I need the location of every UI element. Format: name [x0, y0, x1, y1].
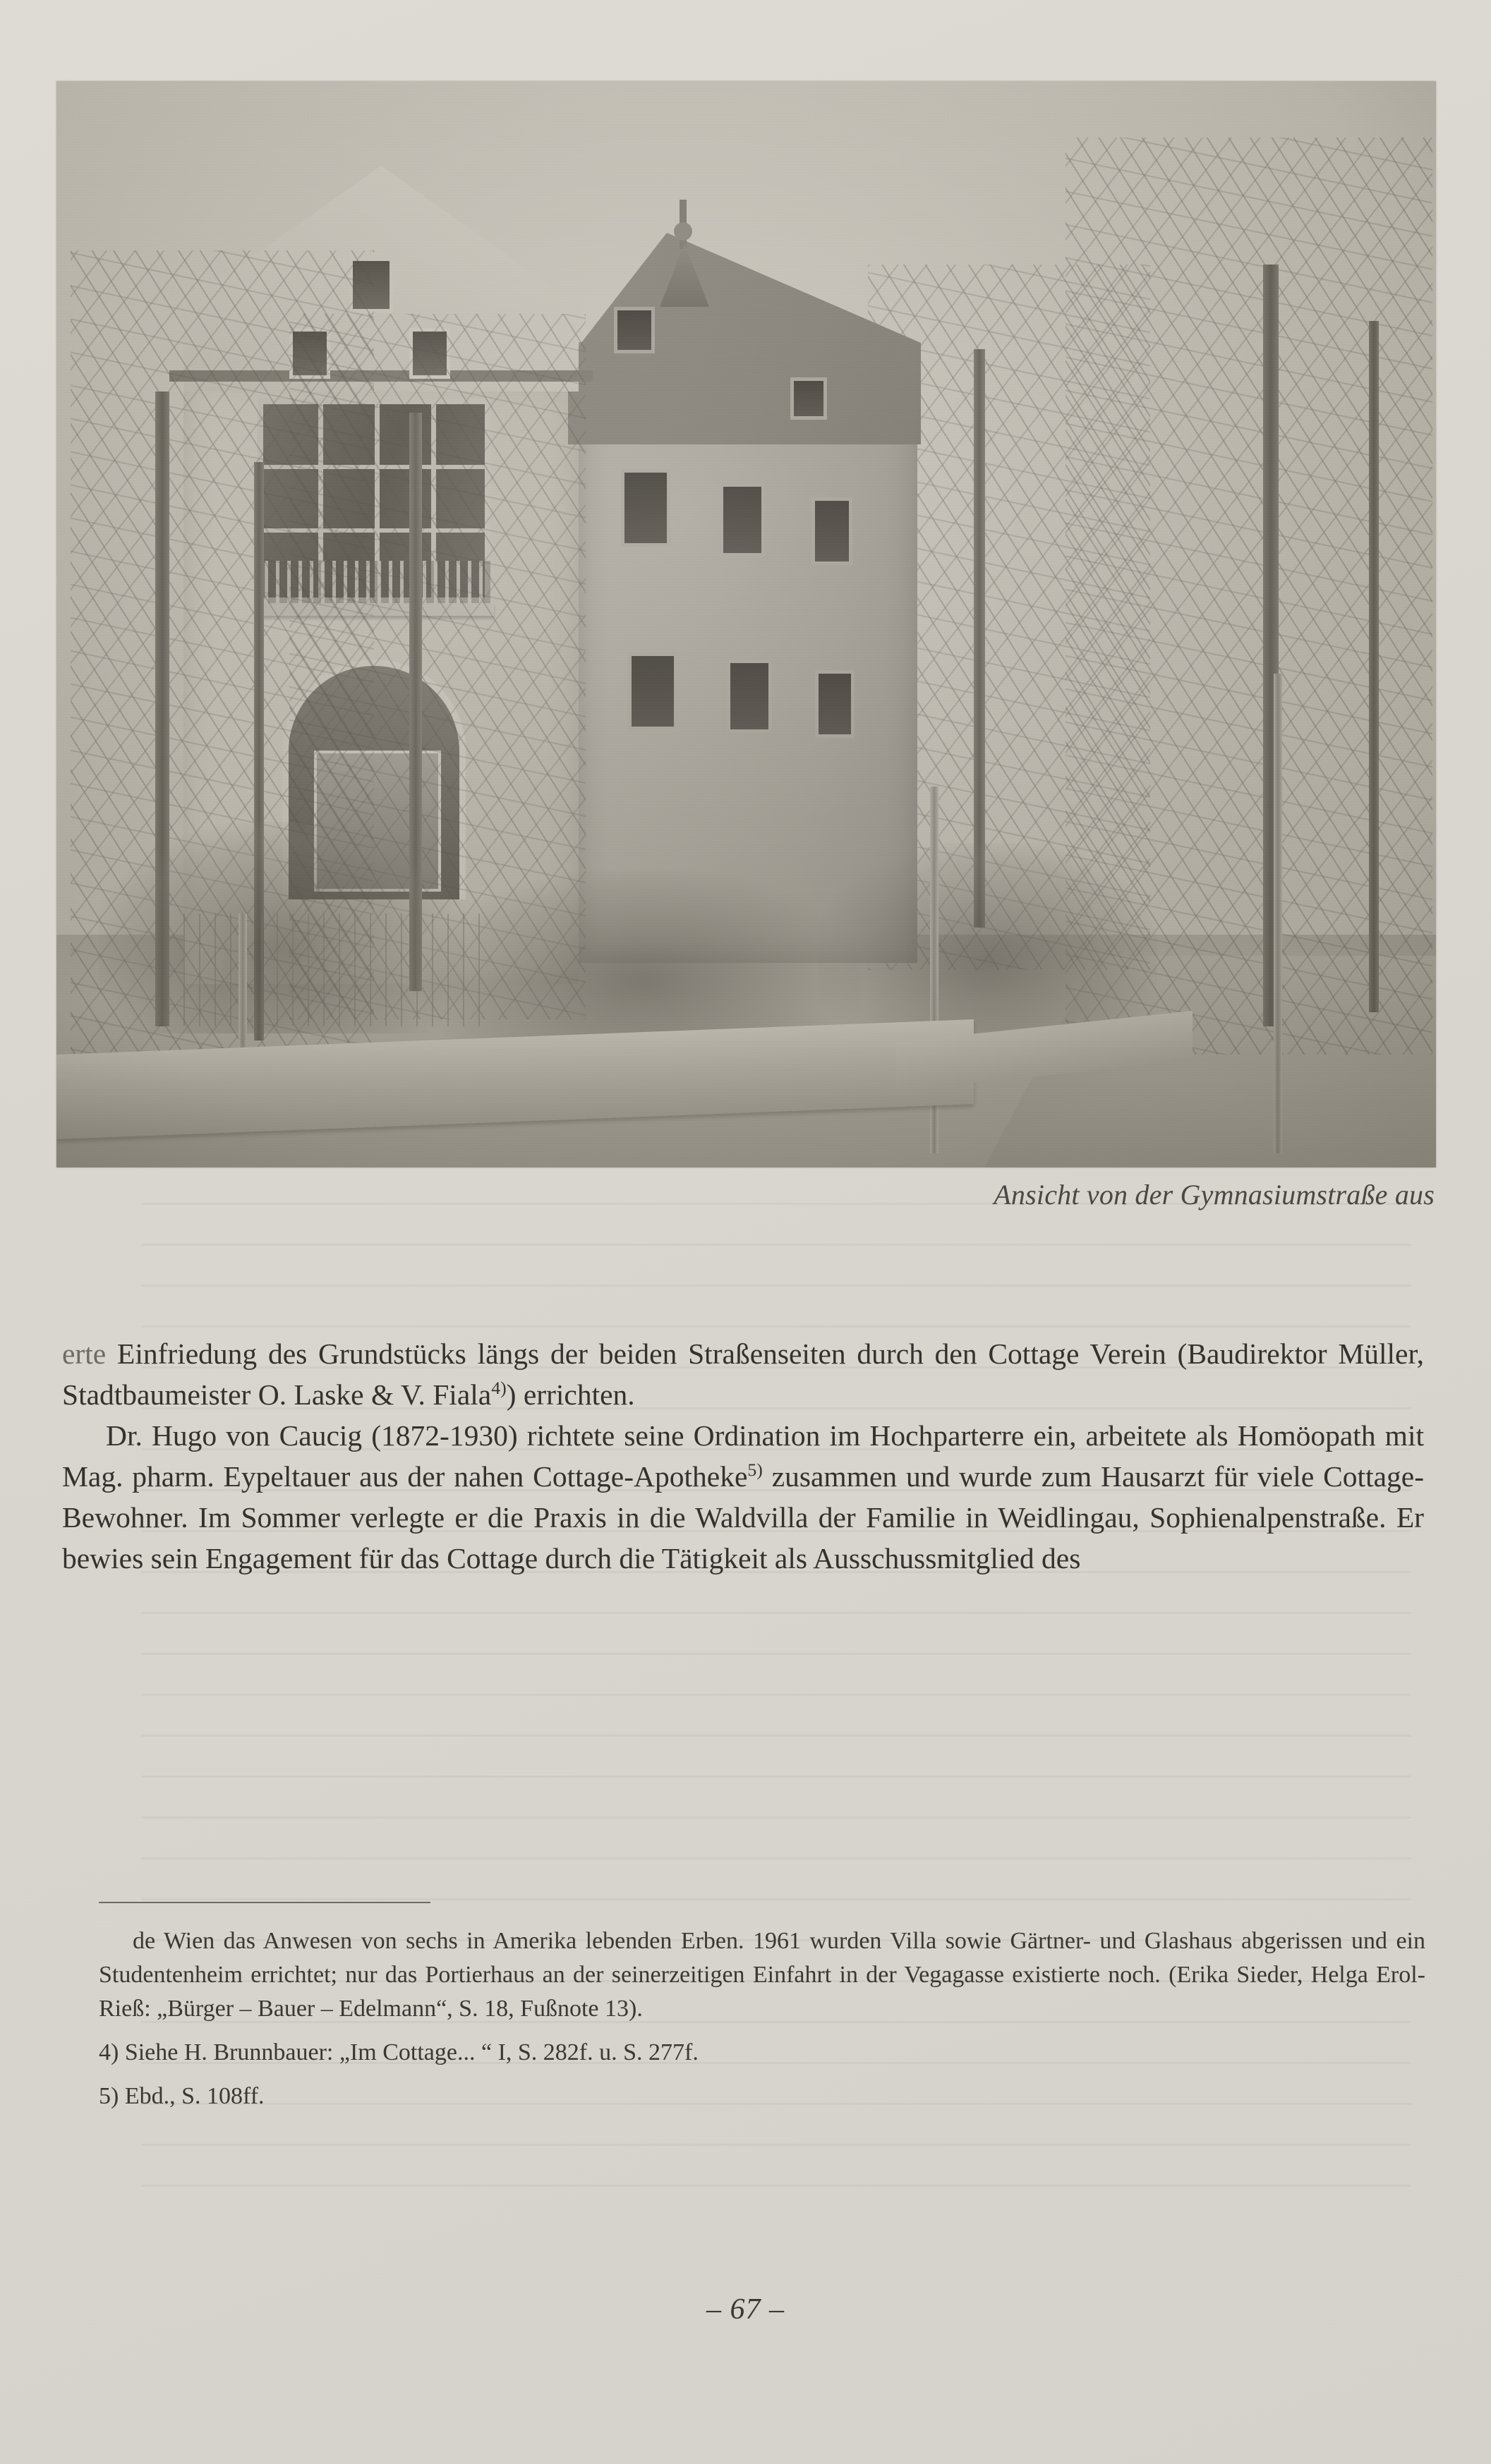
- body-paragraph-1-end: ) errichten.: [506, 1378, 635, 1411]
- body-paragraph-2-end: zusammen und wurde zum Hausarzt für viele Cottage-Bewohner. Im Sommer verlegte er die Praxis in die Waldvilla der Familie in Weidlingau, Sophienalpenstraße. Er bewies sein Engagement für das Cottage durch die Tätigkeit als Ausschussmitglied des: [62, 1460, 1425, 1574]
- body-paragraph-2: [62, 1415, 1424, 1579]
- body-paragraph-2-main: Dr. Hugo von Caucig (1872-1930) richtete seine Ordination im Hochparterre ein, arbeitete als Homöopath mit Mag. pharm. Eypeltauer aus der nahen Cottage-Apotheke: [62, 1419, 1424, 1493]
- photo-image: [56, 81, 1436, 1167]
- body-paragraph-1: [62, 1333, 1424, 1415]
- footnote-ref-5: 5): [747, 1459, 763, 1481]
- photo-vignette: [56, 81, 1436, 1167]
- page-content: [56, 71, 1435, 2393]
- page-number: – 67 –: [706, 2293, 785, 2326]
- footnote-block: [99, 1924, 1425, 2113]
- footnote-separator: [99, 1902, 430, 1903]
- body-text: [62, 1333, 1424, 1579]
- body-paragraph-1-lead: erte: [62, 1337, 107, 1370]
- footnote-continuation: de Wien das Anwesen von sechs in Amerika lebenden Erben. 1961 wurden Villa sowie Gärtner- und Glashaus abgerissen und ein Studentenheim errichtet; nur das Portierhaus an der seinerzeitigen Einfahrt in der Vegagasse existierte noch. (Erika Sieder, Helga Erol-Rieß: „Bürger – Bauer – Edelmann“, S. 18, Fußnote 13).: [99, 1928, 1425, 2022]
- footnote-item-5: 5) Ebd., S. 108ff.: [99, 2083, 265, 2109]
- body-paragraph-1-main: Einfriedung des Grundstücks längs der beiden Straßenseiten durch den Cottage Verein (Baudirektor Müller, Stadtbaumeister O. Laske & V. Fiala: [62, 1337, 1424, 1411]
- footnote-ref-4: 4): [491, 1378, 507, 1399]
- figure-caption: Ansicht von der Gymnasiumstraße aus: [994, 1179, 1435, 1210]
- figure-photograph: [56, 81, 1436, 1167]
- footnote-item-4: 4) Siehe H. Brunnbauer: „Im Cottage... “ I, S. 282f. u. S. 277f.: [99, 2039, 699, 2065]
